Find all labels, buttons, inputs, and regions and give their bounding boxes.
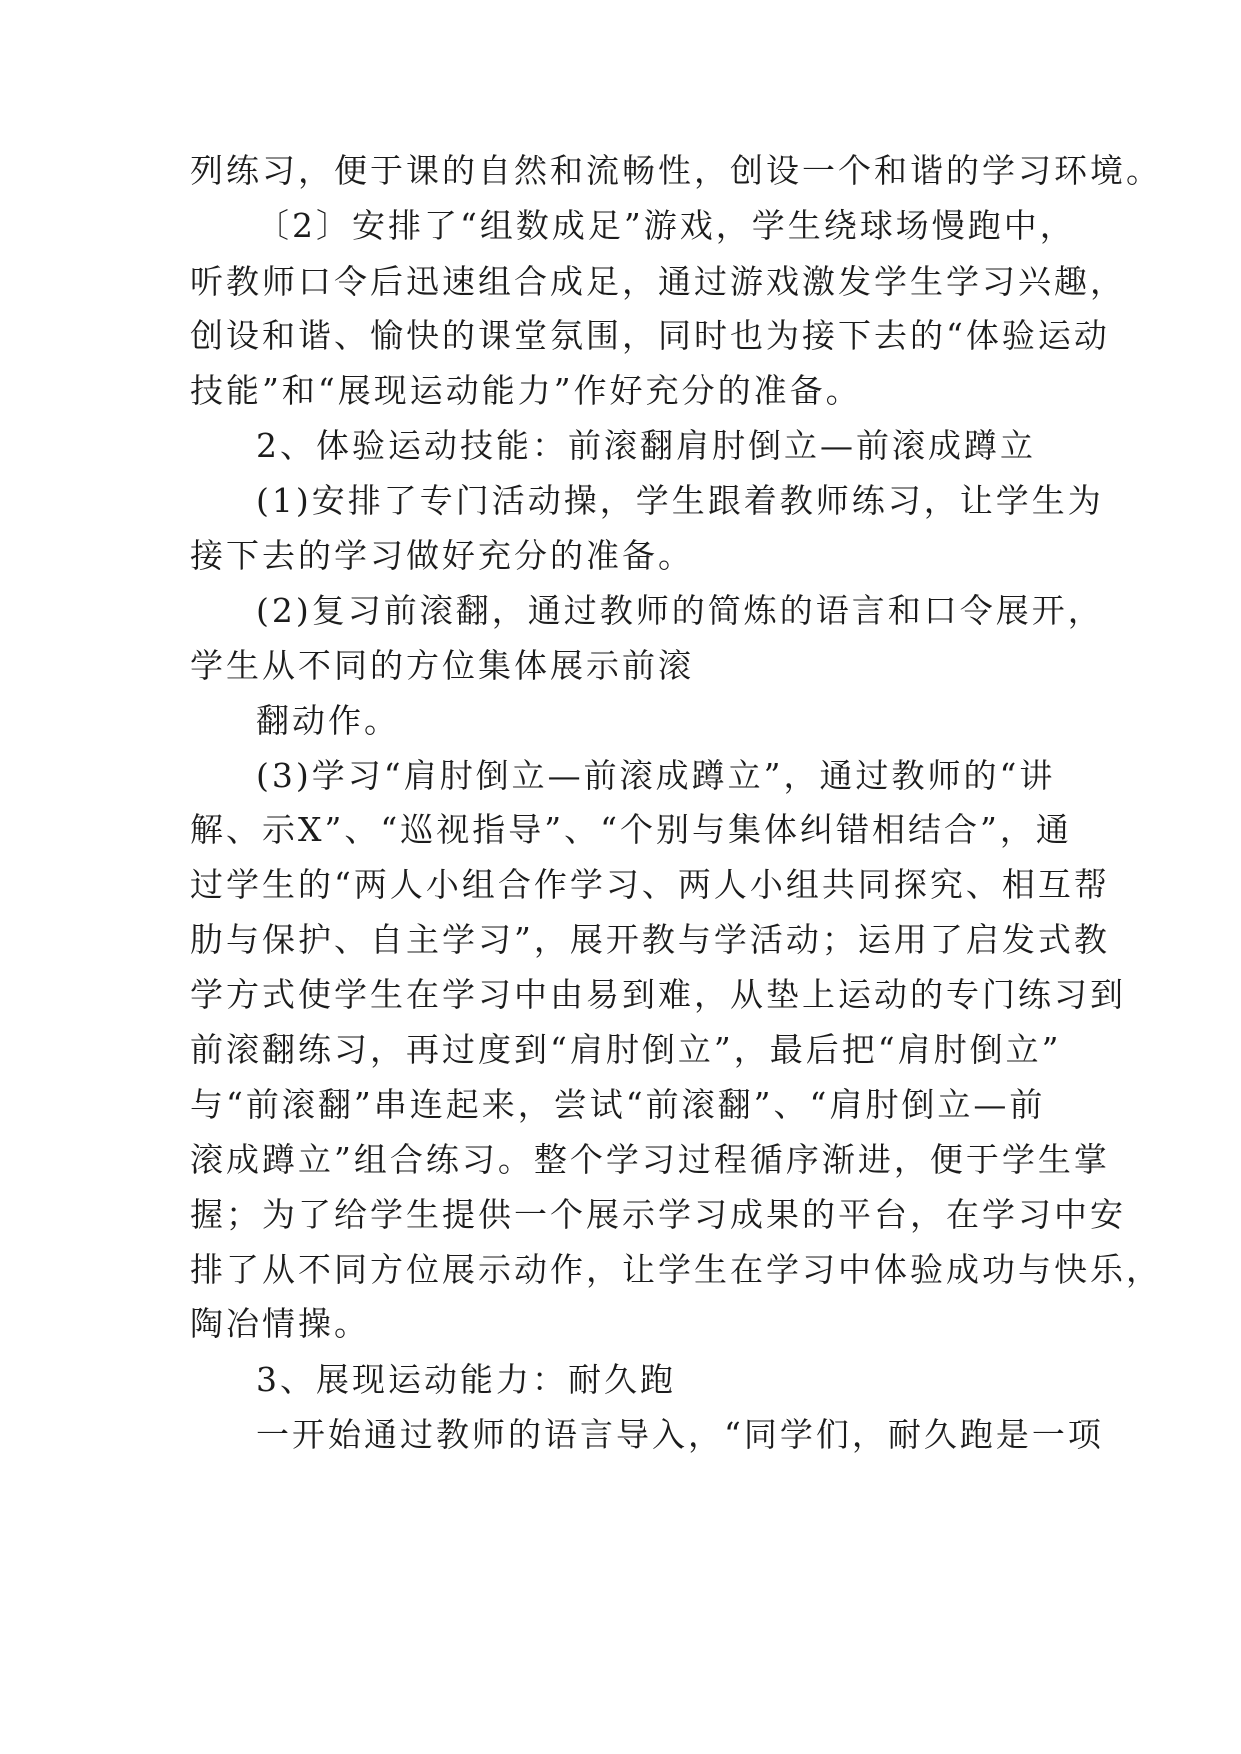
text-line: 解、示X”、“巡视指导”、“个别与集体纠错相结合”，通 [190,810,1072,849]
text-line: 排了从不同方位展示动作，让学生在学习中体验成功与快乐， [190,1250,1162,1289]
text-line: 学生从不同的方位集体展示前滚 [190,646,694,685]
text-line: 听教师口令后迅速组合成足，通过游戏激发学生学习兴趣， [190,262,1126,301]
text-line: 列练习，便于课的自然和流畅性，创设一个和谐的学习环境。 [190,151,1162,190]
text-line: 创设和谐、愉快的课堂氛围，同时也为接下去的“体验运动 [190,316,1110,355]
text-line: (2)复习前滚翻，通过教师的简炼的语言和口令展开， [256,591,1104,630]
text-line: 技能”和“展现运动能力”作好充分的准备。 [190,371,862,410]
text-line: 翻动作。 [256,701,400,740]
section-heading: 3、展现运动能力：耐久跑 [256,1360,676,1399]
text-line: (3)学习“肩肘倒立—前滚成蹲立”，通过教师的“讲 [256,756,1056,795]
text-line: 〔2〕安排了“组数成足”游戏，学生绕球场慢跑中， [256,206,1076,245]
text-line: 滚成蹲立”组合练习。整个学习过程循序渐进，便于学生掌 [190,1140,1110,1179]
text-line: 一开始通过教师的语言导入，“同学们，耐久跑是一项 [256,1415,1104,1454]
text-line: (1)安排了专门活动操，学生跟着教师练习，让学生为 [256,481,1104,520]
text-line: 接下去的学习做好充分的准备。 [190,536,694,575]
text-line: 学方式使学生在学习中由易到难，从垫上运动的专门练习到 [190,975,1126,1014]
text-line: 陶冶情操。 [190,1304,370,1343]
text-line: 握；为了给学生提供一个展示学习成果的平台，在学习中安 [190,1195,1126,1234]
text-line: 肋与保护、自主学习”，展开教与学活动；运用了启发式教 [190,920,1110,959]
text-line: 过学生的“两人小组合作学习、两人小组共同探究、相互帮 [190,865,1110,904]
text-line: 与“前滚翻”串连起来，尝试“前滚翻”、“肩肘倒立—前 [190,1085,1046,1124]
section-heading: 2、体验运动技能：前滚翻肩肘倒立—前滚成蹲立 [256,426,1036,465]
text-line: 前滚翻练习，再过度到“肩肘倒立”，最后把“肩肘倒立” [190,1030,1062,1069]
